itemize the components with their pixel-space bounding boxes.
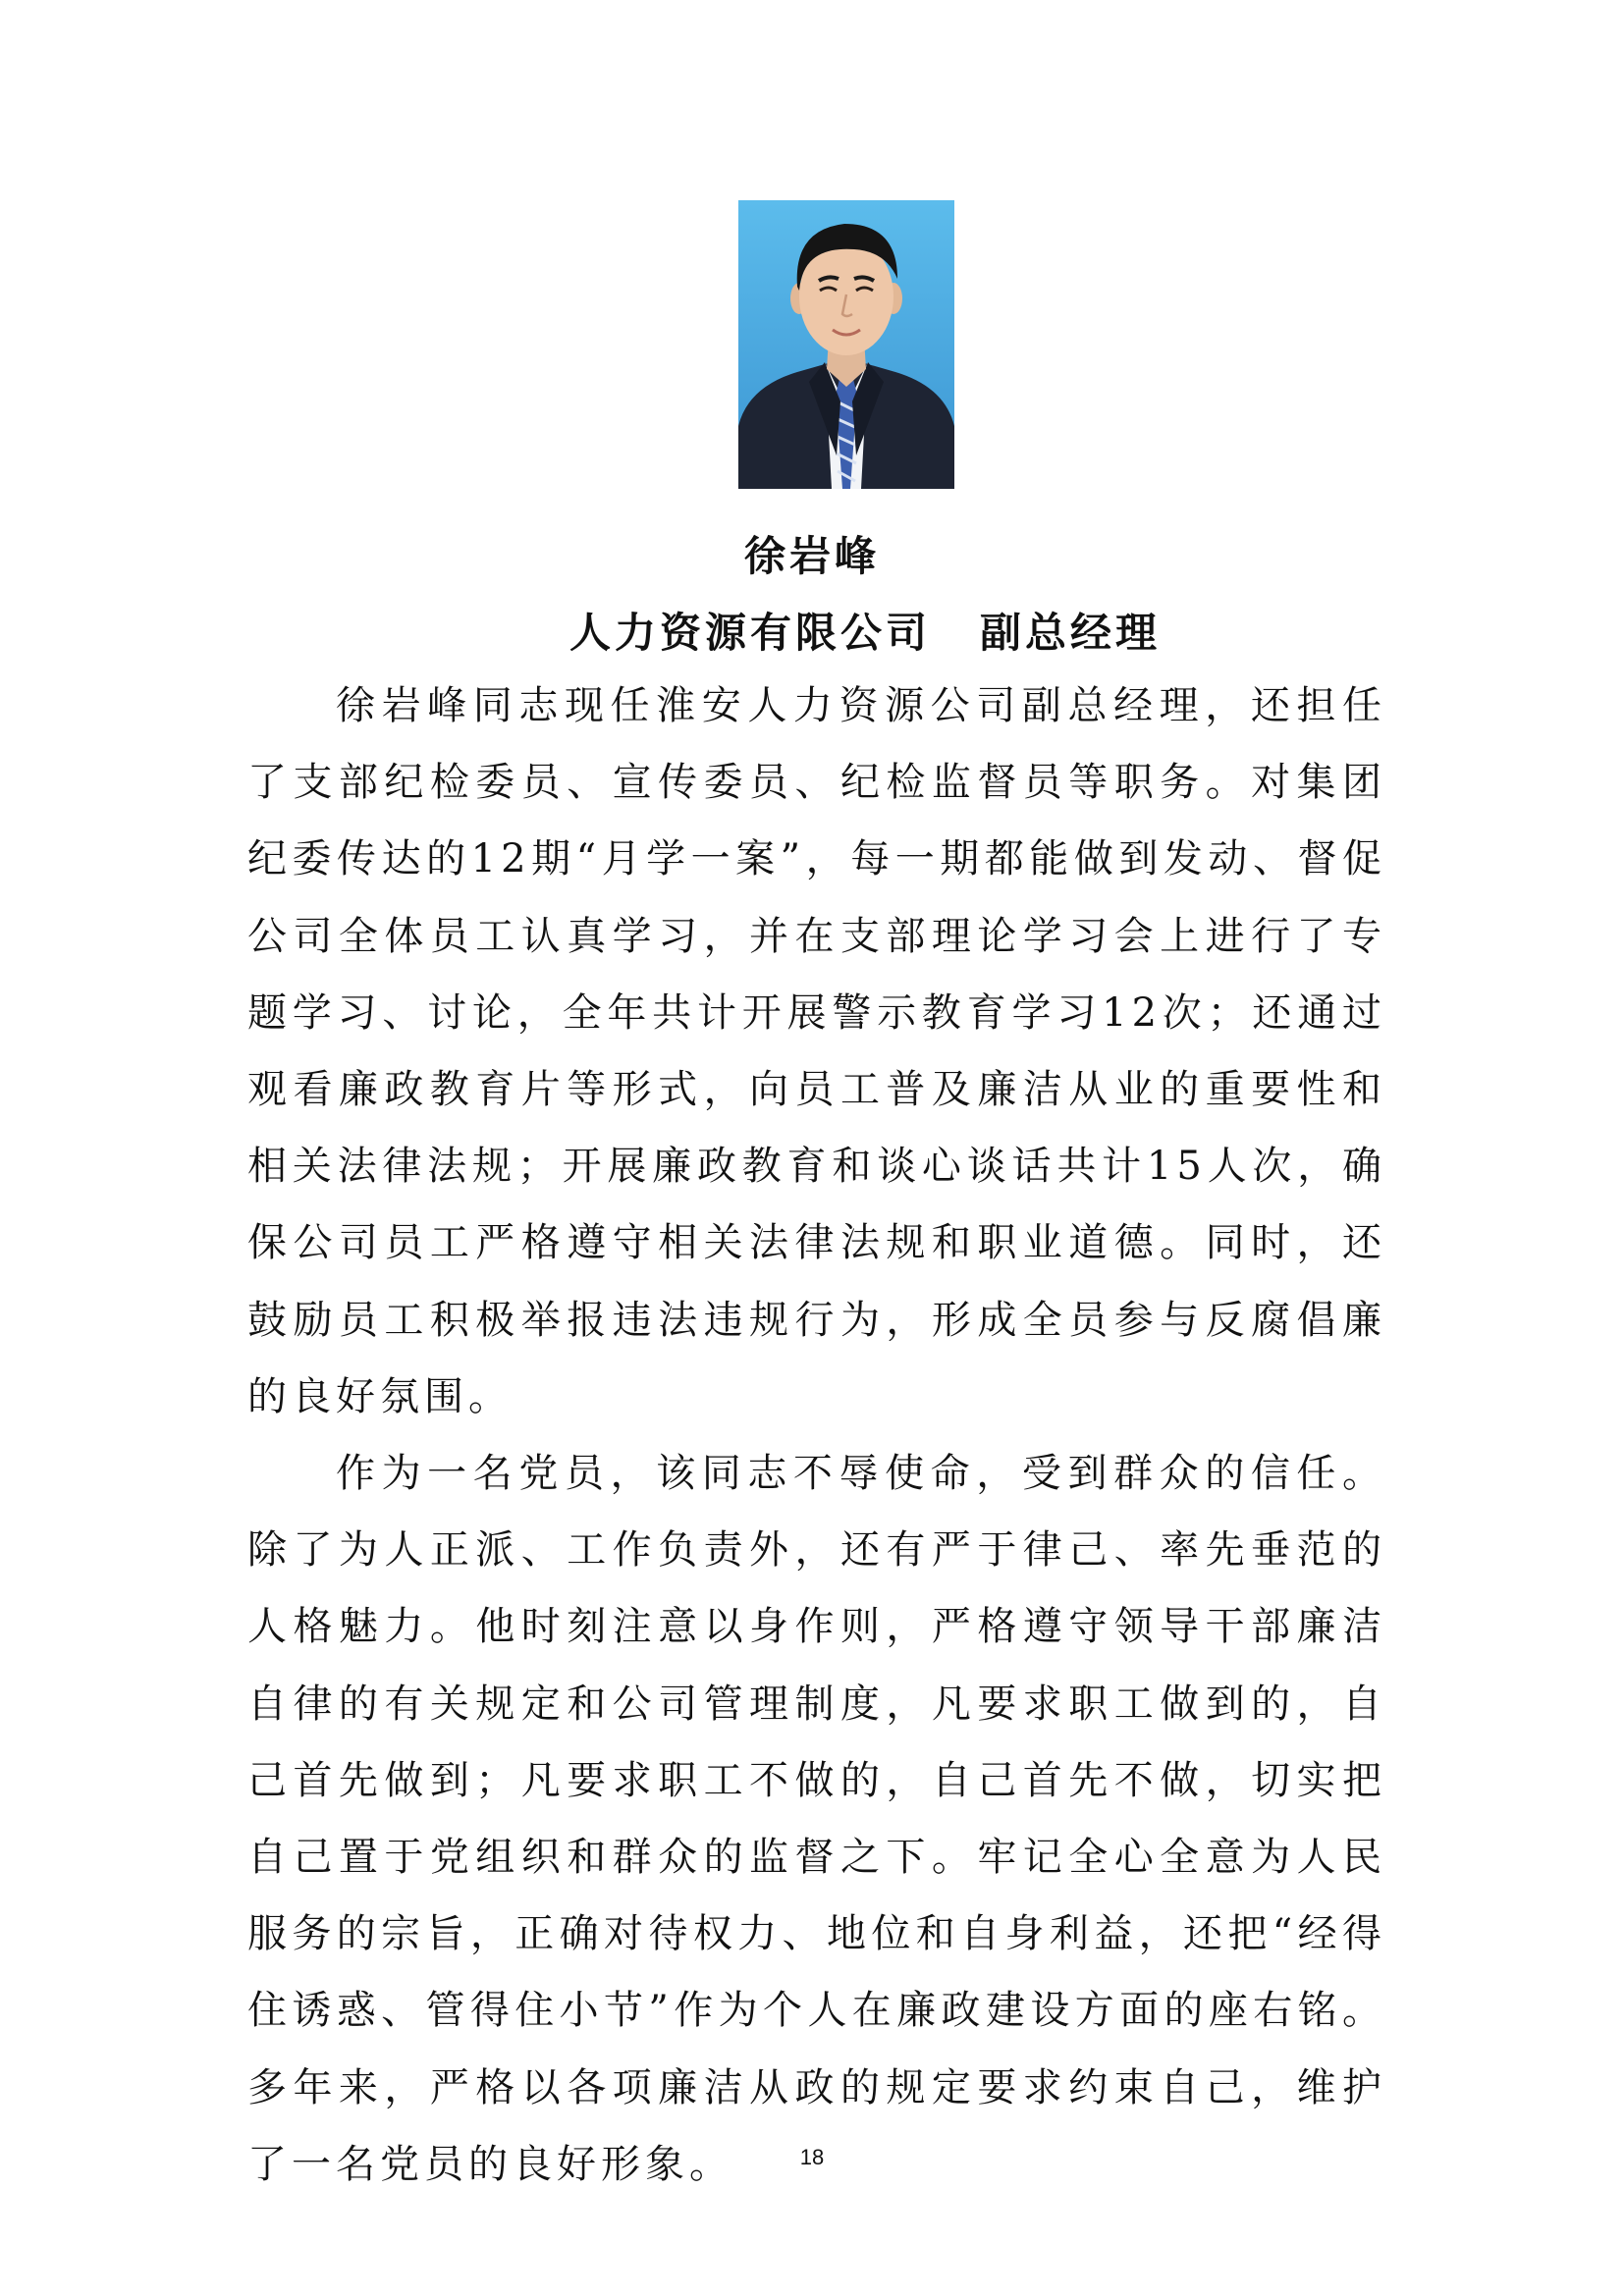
body-paragraph: 作为一名党员，该同志不辱使命，受到群众的信任。除了为人正派、工作负责外，还有严于律己、率先垂范的人格魅力。他时刻注意以身作则，严格遵守领导干部廉洁自律的有关规定和公司管理制度，凡要求职工做到的，自己首先做到；凡要求职工不做的，自己首先不做，切实把自己置于党组织和群众的监督之下。牢记全心全意为人民服务的宗旨，正确对待权力、地位和自身利益，还把“经得住诱惑、管得住小节”作为个人在廉政建设方面的座右铭。多年来，严格以各项廉洁从政的规定要求约束自己，维护了一名党员的良好形象。 [247, 1451, 1386, 2187]
company-name: 人力资源有限公司 [569, 609, 932, 657]
person-title [569, 601, 1161, 660]
body-paragraph: 徐岩峰同志现任淮安人力资源公司副总经理，还担任了支部纪检委员、宣传委员、纪检监督员等职务。对集团纪委传达的12期“月学一案”，每一期都能做到发动、督促公司全体员工认真学习，并在支部理论学习会上进行了专题学习、讨论，全年共计开展警示教育学习12次；还通过观看廉政教育片等形式，向员工普及廉洁从业的重要性和相关法律法规；开展廉政教育和谈心谈话共计15人次，确保公司员工严格遵守相关法律法规和职业道德。同时，还鼓励员工积极举报违法违规行为，形成全员参与反腐倡廉的良好氛围。 [247, 683, 1386, 1419]
person-name: 徐岩峰 [743, 532, 880, 580]
portrait-photo [738, 200, 954, 489]
profile-body [247, 667, 1386, 2203]
portrait-illustration [738, 200, 954, 489]
job-position: 副总经理 [980, 609, 1162, 657]
page-number: 18 [799, 2145, 825, 2169]
